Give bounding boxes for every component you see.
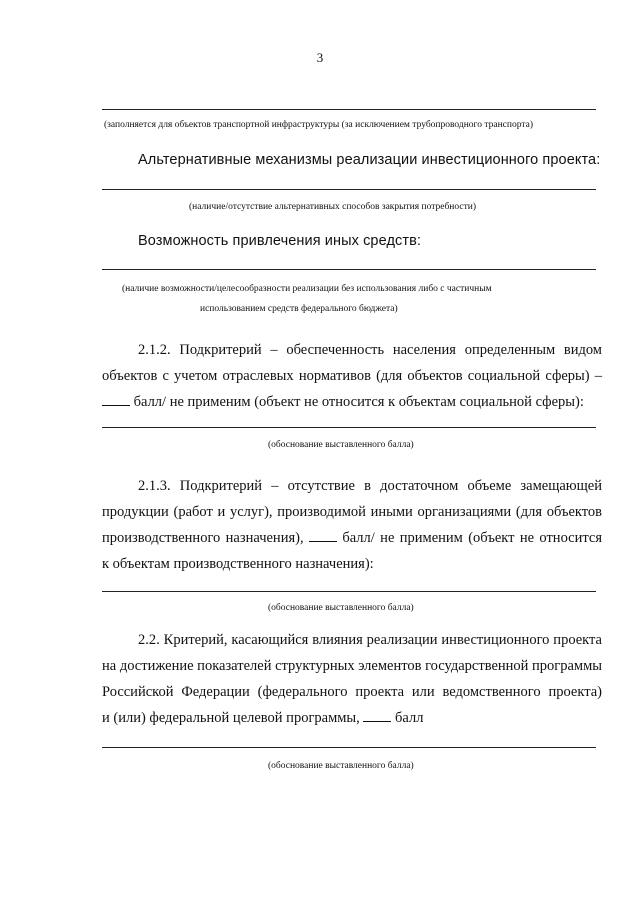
section-2-2-line4b: балл <box>395 710 424 726</box>
section-2-1-2-line3-text: балл/ не применим (объект не относится к объектам социальной сферы): <box>133 394 584 410</box>
section-2-1-3 <box>102 473 602 577</box>
section-2-1-3-line1: 2.1.3. Подкритерий – отсутствие в достаточном объеме замещающей <box>138 478 602 494</box>
alternative-caption: (наличие/отсутствие альтернативных способов закрытия потребности) <box>189 202 476 212</box>
section-2-1-3-line3b: балл/ не применим (объект не относится <box>342 530 602 546</box>
page-number: 3 <box>316 50 324 65</box>
section-2-2-line4 <box>102 705 602 731</box>
other-funding-heading: Возможность привлечения иных средств: <box>138 233 422 249</box>
justification-line-1 <box>102 427 596 428</box>
section-2-1-3-line2: продукции (работ и услуг), производимой иными организациями (для объектов <box>102 504 602 520</box>
section-2-1-2-line2: объектов с учетом отраслевых нормативов (для объектов социальной сферы) – <box>102 368 602 384</box>
score-blank <box>363 709 391 722</box>
section-2-1-3-line3a: производственного назначения), <box>102 530 304 546</box>
section-2-1-3-line3 <box>102 525 602 551</box>
alternative-field-line <box>102 189 596 190</box>
justification-caption-2: (обоснование выставленного балла) <box>268 603 414 613</box>
section-2-1-2-line1: 2.1.2. Подкритерий – обеспеченность населения определенным видом <box>138 342 602 358</box>
section-2-2 <box>102 627 602 731</box>
transport-caption: (заполняется для объектов транспортной инфраструктуры (за исключением трубопроводного транспорта) <box>104 120 533 130</box>
funding-caption-line2: использованием средств федерального бюджета) <box>200 304 398 314</box>
section-2-2-line3: Российской Федерации (федерального проекта или ведомственного проекта) <box>102 684 602 700</box>
score-blank <box>102 393 130 406</box>
score-blank <box>309 529 337 542</box>
section-2-1-2-line3 <box>102 389 602 415</box>
section-2-2-line1: 2.2. Критерий, касающийся влияния реализации инвестиционного проекта <box>138 632 602 648</box>
funding-field-line <box>102 269 596 270</box>
section-2-1-3-line4: к объектам производственного назначения): <box>102 556 374 572</box>
justification-line-3 <box>102 747 596 748</box>
justification-caption-1: (обоснование выставленного балла) <box>268 440 414 450</box>
alternative-mechanisms-heading: Альтернативные механизмы реализации инвестиционного проекта: <box>138 152 601 168</box>
justification-caption-3: (обоснование выставленного балла) <box>268 761 414 771</box>
section-2-1-2 <box>102 337 602 415</box>
justification-line-2 <box>102 591 596 592</box>
funding-caption-line1: (наличие возможности/целесообразности реализации без использования либо с частичным <box>122 284 492 294</box>
section-2-2-line4a: и (или) федеральной целевой программы, <box>102 710 360 726</box>
transport-field-line <box>102 109 596 110</box>
section-2-2-line2: на достижение показателей структурных элементов государственной программы <box>102 658 603 674</box>
